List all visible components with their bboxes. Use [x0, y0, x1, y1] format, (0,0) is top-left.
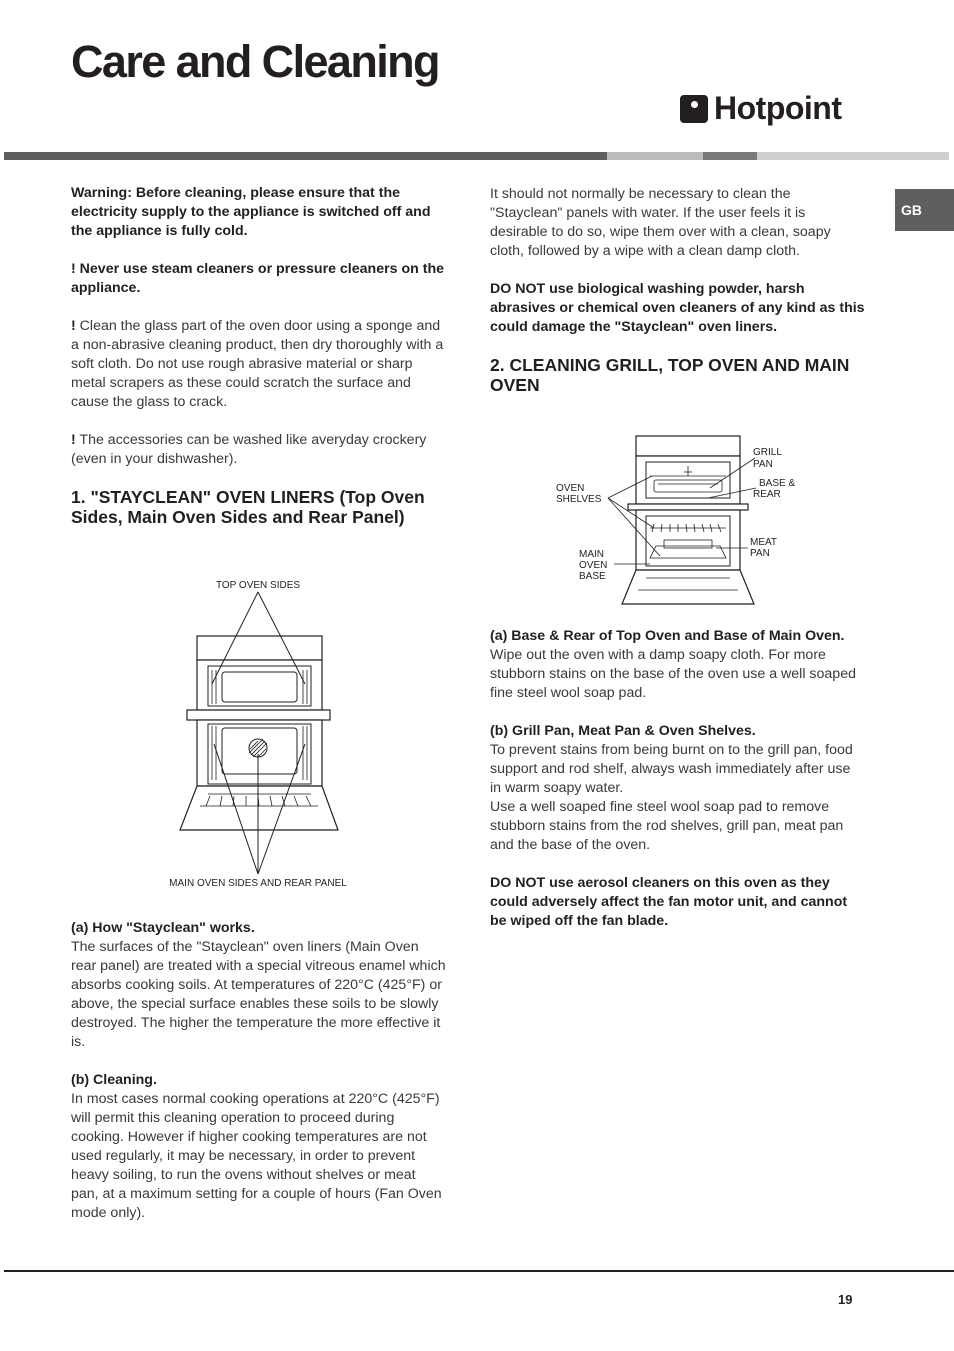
accessories-exclamation: ! [71, 432, 76, 448]
intro-text: It should not normally be necessary to clean the "Stayclean" panels with water. If the user feels it is desirable to do so, wipe them over with a clean, soapy cloth, followed by a wipe with a clean damp cloth. [490, 186, 831, 259]
section1-title: 1. "STAYCLEAN" OVEN LINERS (Top Oven Sides, Main Oven Sides and Rear Panel) [71, 487, 425, 527]
stayclean-liners-diagram [150, 574, 370, 894]
grill-pan-heading: (b) Grill Pan, Meat Pan & Oven Shelves. [490, 723, 756, 739]
hotpoint-logo-icon [680, 95, 708, 123]
section2-title: 2. CLEANING GRILL, TOP OVEN AND MAIN OVEN [490, 355, 850, 395]
grill-pan-label-2: PAN [753, 459, 773, 470]
meat-pan-label-1: MEAT [750, 537, 778, 548]
grill-oven-diagram [550, 432, 810, 612]
right-column [490, 185, 865, 395]
footer-rule [4, 1270, 954, 1272]
main-oven-base-label-2: OVEN [579, 560, 608, 571]
left-column-lower [71, 919, 447, 1242]
accessories-text: The accessories can be washed like averyday crockery (even in your dishwasher). [71, 432, 427, 467]
base-rear-label-2: REAR [753, 489, 781, 500]
do-not-biological-text: DO NOT use biological washing powder, harsh abrasives or chemical oven cleaners of any kind as this could damage the "Stayclean" oven liners. [490, 281, 865, 335]
how-heading: (a) How "Stayclean" works. [71, 920, 255, 936]
main-oven-base-label-1: MAIN [579, 549, 604, 560]
header-band-mid [703, 152, 757, 160]
glass-exclamation: ! [71, 318, 76, 334]
grill-pan-label-1: GRILL [753, 447, 782, 458]
grill-pan-text-2: Use a well soaped fine steel wool soap pad to remove stubborn stains from the rod shelves, grill pan, meat pan and the base of the oven. [490, 799, 844, 853]
header-band-pale [757, 152, 949, 160]
brand-name: Hotpoint [714, 90, 842, 126]
page-number: 19 [838, 1292, 853, 1307]
cleaning-text: In most cases normal cooking operations at 220°C (425°F) will permit this cleaning operation to proceed during cooking. However if higher cooking temperatures are not used regularly, it may be necessary, in order to prevent heavy soiling, to run the ovens without shelves or meat pan, at a maximum setting for a couple of hours (Fan Oven mode only). [71, 1091, 442, 1221]
base-rear-label-1: BASE & [759, 478, 796, 489]
oven-shelves-label-1: OVEN [556, 483, 585, 494]
steam-warning-text: ! Never use steam cleaners or pressure cleaners on the appliance. [71, 261, 444, 296]
base-rear-section [490, 627, 865, 703]
glass-cleaning-paragraph [71, 317, 447, 412]
top-oven-sides-label: TOP OVEN SIDES [215, 580, 301, 591]
header-band-light [607, 152, 703, 160]
page-title: Care and Cleaning [71, 36, 439, 87]
header-band-dark [4, 152, 607, 160]
left-column [71, 184, 447, 527]
cleaning-heading: (b) Cleaning. [71, 1072, 157, 1088]
grill-pan-section [490, 722, 865, 855]
how-text: The surfaces of the "Stayclean" oven liners (Main Oven rear panel) are treated with a special vitreous enamel which absorbs cooking soils. At temperatures of 220°C (425°F) or above, the special surface enables these soils to be slowly destroyed. The higher the temperature the more effective it is. [71, 939, 446, 1050]
cleaning-section [71, 1071, 447, 1223]
accessories-paragraph [71, 431, 447, 469]
base-rear-heading: (a) Base & Rear of Top Oven and Base of Main Oven. [490, 628, 845, 644]
brand-logo [680, 90, 842, 127]
main-oven-sides-label: MAIN OVEN SIDES AND REAR PANEL [169, 878, 347, 889]
base-rear-text: Wipe out the oven with a damp soapy cloth. For more stubborn stains on the base of the oven use a well soaped fine steel wool soap pad. [490, 647, 856, 701]
language-tab: GB [895, 189, 954, 231]
warning-text: Warning: Before cleaning, please ensure that the electricity supply to the appliance is switched off and the appliance is fully cold. [71, 185, 431, 239]
grill-pan-text-1: To prevent stains from being burnt on to the grill pan, food support and rod shelf, always wash immediately after use in warm soapy water. [490, 742, 853, 796]
right-column-lower [490, 627, 865, 950]
oven-shelves-label-2: SHELVES [556, 494, 602, 505]
meat-pan-label-2: PAN [750, 548, 770, 559]
glass-cleaning-text: Clean the glass part of the oven door using a sponge and a non-abrasive cleaning product, then dry thoroughly with a soft cloth. Do not use rough abrasive material or sharp metal scrapers as these could scratch the surface and cause the glass to crack. [71, 318, 444, 410]
do-not-aerosol-text: DO NOT use aerosol cleaners on this oven as they could adversely affect the fan motor unit, and cannot be wiped off the fan blade. [490, 875, 848, 929]
main-oven-base-label-3: BASE [579, 571, 606, 582]
how-stayclean-works [71, 919, 447, 1052]
